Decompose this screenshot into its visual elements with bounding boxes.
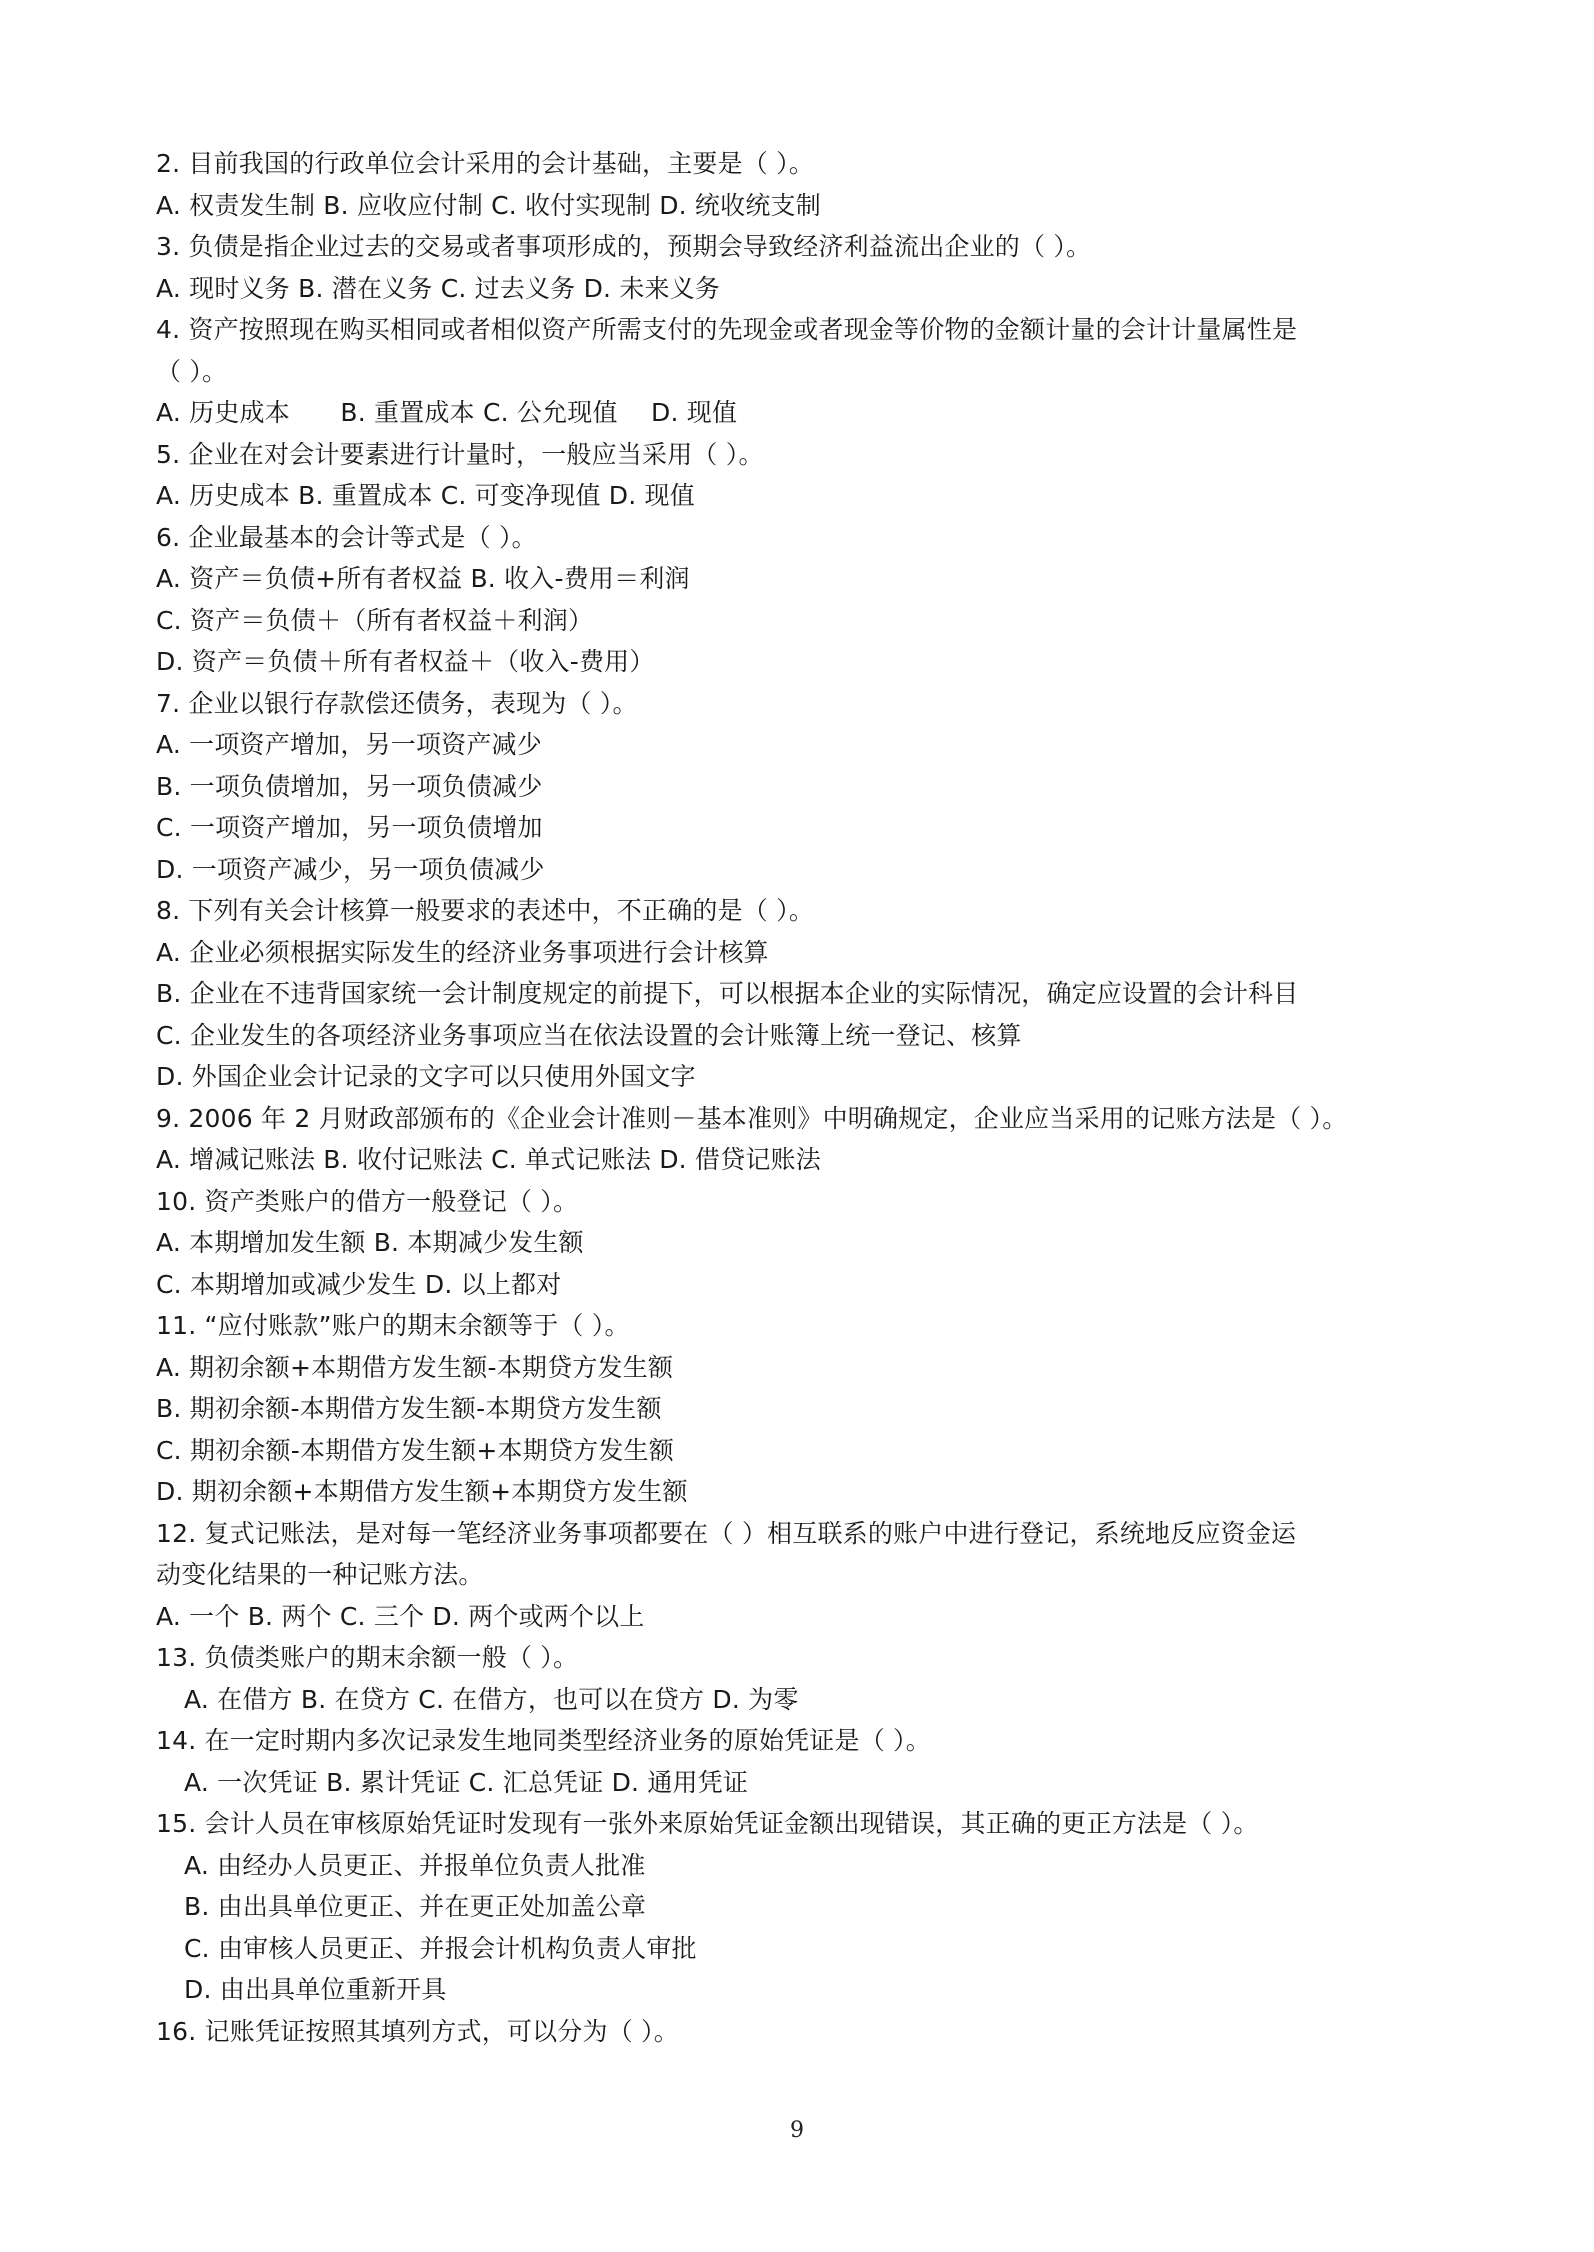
text-line: B. 企业在不违背国家统一会计制度规定的前提下，可以根据本企业的实际情况，确定应设置的会计科目 — [156, 979, 1299, 1008]
text-line: 15. 会计人员在审核原始凭证时发现有一张外来原始凭证金额出现错误，其正确的更正方法是（ ）。 — [156, 1809, 1259, 1838]
text-line: 动变化结果的一种记账方法。 — [156, 1560, 484, 1589]
text-line: A. 一个 B. 两个 C. 三个 D. 两个或两个以上 — [156, 1601, 645, 1631]
text-line: D. 外国企业会计记录的文字可以只使用外国文字 — [156, 1062, 696, 1091]
text-line: B. 由出具单位更正、并在更正处加盖公章 — [184, 1892, 647, 1921]
text-line: 11. “应付账款”账户的期末余额等于（ ）。 — [156, 1311, 630, 1340]
text-line: 7. 企业以银行存款偿还债务，表现为（ ）。 — [156, 688, 638, 718]
text-line: A. 由经办人员更正、并报单位负责人批准 — [184, 1850, 646, 1880]
text-line: A. 资产＝负债+所有者权益 B. 收入-费用＝利润 — [156, 564, 690, 593]
text-line: A. 历史成本 B. 重置成本 C. 可变净现值 D. 现值 — [156, 481, 695, 510]
text-line: A. 期初余额+本期借方发生额-本期贷方发生额 — [156, 1352, 674, 1382]
text-line: 6. 企业最基本的会计等式是（ ）。 — [156, 522, 537, 552]
text-line: 8. 下列有关会计核算一般要求的表述中，不正确的是（ ）。 — [156, 896, 815, 925]
text-line: A. 增减记账法 B. 收付记账法 C. 单式记账法 D. 借贷记账法 — [156, 1145, 821, 1174]
text-line: A. 本期增加发生额 B. 本期减少发生额 — [156, 1228, 584, 1257]
text-line: A. 权责发生制 B. 应收应付制 C. 收付实现制 D. 统收统支制 — [156, 190, 821, 220]
text-line: 4. 资产按照现在购买相同或者相似资产所需支付的先现金或者现金等价物的金额计量的会计计量属性是 — [156, 315, 1298, 344]
text-line: 3. 负债是指企业过去的交易或者事项形成的，预期会导致经济利益流出企业的（ ）。 — [156, 232, 1092, 261]
text-line: 2. 目前我国的行政单位会计采用的会计基础，主要是（ ）。 — [156, 149, 815, 178]
text-line: A. 在借方 B. 在贷方 C. 在借方，也可以在贷方 D. 为零 — [184, 1684, 799, 1714]
text-line: D. 期初余额+本期借方发生额+本期贷方发生额 — [156, 1477, 688, 1506]
text-line: D. 资产＝负债＋所有者权益＋（收入-费用） — [156, 647, 655, 676]
text-line: D. 一项资产减少，另一项负债减少 — [156, 854, 545, 884]
text-line: B. 一项负债增加，另一项负债减少 — [156, 771, 543, 801]
text-line: A. 一次凭证 B. 累计凭证 C. 汇总凭证 D. 通用凭证 — [184, 1767, 749, 1797]
text-line: 14. 在一定时期内多次记录发生地同类型经济业务的原始凭证是（ ）。 — [156, 1726, 931, 1755]
text-line: C. 由审核人员更正、并报会计机构负责人审批 — [184, 1933, 697, 1963]
text-line: 5. 企业在对会计要素进行计量时，一般应当采用（ ）。 — [156, 439, 764, 469]
text-line: 16. 记账凭证按照其填列方式，可以分为（ ）。 — [156, 2016, 679, 2046]
text-line: 9. 2006 年 2 月财政部颁布的《企业会计准则－基本准则》中明确规定，企业应当采用的记账方法是（ ）。 — [156, 1103, 1348, 1133]
text-line: C. 企业发生的各项经济业务事项应当在依法设置的会计账簿上统一登记、核算 — [156, 1020, 1022, 1050]
text-line: D. 由出具单位重新开具 — [184, 1975, 447, 2004]
text-line: 13. 负债类账户的期末余额一般（ ）。 — [156, 1643, 579, 1672]
text-line: C. 资产＝负债＋（所有者权益＋利润） — [156, 605, 594, 635]
text-line: C. 本期增加或减少发生 D. 以上都对 — [156, 1269, 562, 1299]
text-line: 10. 资产类账户的借方一般登记（ ）。 — [156, 1186, 579, 1216]
text-line: C. 一项资产增加，另一项负债增加 — [156, 813, 543, 842]
question-list — [156, 143, 1446, 2052]
text-line: A. 一项资产增加，另一项资产减少 — [156, 730, 542, 759]
text-line: C. 期初余额-本期借方发生额+本期贷方发生额 — [156, 1435, 674, 1465]
text-line: 12. 复式记账法，是对每一笔经济业务事项都要在（ ）相互联系的账户中进行登记，系统地反应资金运 — [156, 1518, 1297, 1548]
page-number: 9 — [790, 2118, 804, 2143]
text-line: （ ）。 — [156, 356, 228, 386]
text-line: A. 企业必须根据实际发生的经济业务事项进行会计核算 — [156, 937, 769, 967]
text-line: A. 现时义务 B. 潜在义务 C. 过去义务 D. 未来义务 — [156, 273, 721, 303]
text-line: B. 期初余额-本期借方发生额-本期贷方发生额 — [156, 1394, 662, 1423]
text-line: A. 历史成本 B. 重置成本 C. 公允现值 D. 现值 — [156, 398, 738, 427]
